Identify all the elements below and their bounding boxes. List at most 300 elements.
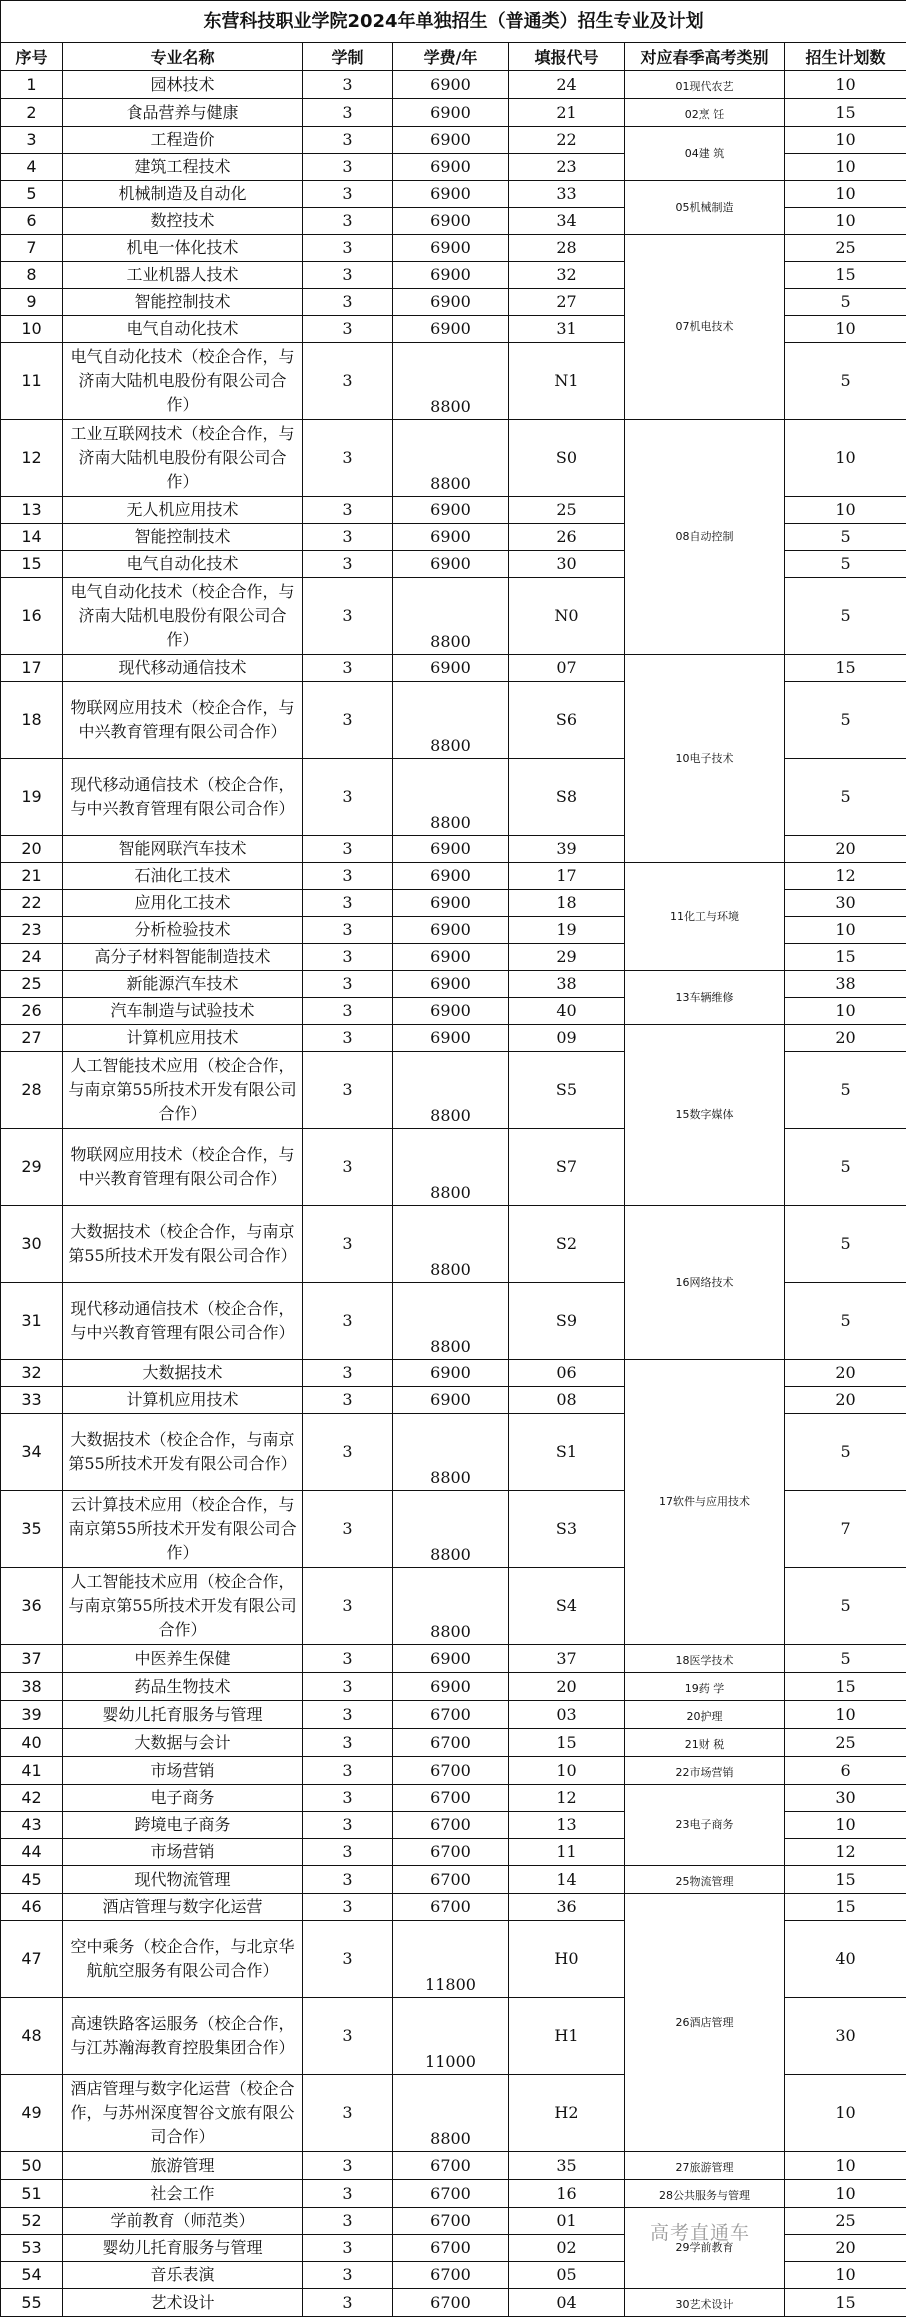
study-years: 3 (303, 2208, 393, 2235)
application-code: 07 (509, 655, 625, 682)
tuition-fee: 6700 (393, 2180, 509, 2208)
row-number: 12 (1, 420, 63, 497)
major-name: 跨境电子商务 (63, 1812, 303, 1839)
application-code: S8 (509, 759, 625, 836)
application-code: S6 (509, 682, 625, 759)
tuition-fee: 8800 (393, 1206, 509, 1283)
study-years: 3 (303, 208, 393, 235)
study-years: 3 (303, 971, 393, 998)
row-number: 37 (1, 1645, 63, 1673)
study-years: 3 (303, 1866, 393, 1894)
major-name: 汽车制造与试验技术 (63, 998, 303, 1025)
major-name: 电气自动化技术（校企合作，与济南大陆机电股份有限公司合作） (63, 578, 303, 655)
enrollment-plan: 30 (785, 1785, 906, 1812)
enrollment-plan: 15 (785, 2289, 906, 2317)
row-number: 17 (1, 655, 63, 682)
application-code: 03 (509, 1701, 625, 1729)
exam-category: 23电子商务 (625, 1785, 785, 1866)
enrollment-plan: 5 (785, 759, 906, 836)
exam-category: 13车辆维修 (625, 971, 785, 1025)
row-number: 28 (1, 1052, 63, 1129)
major-name: 机电一体化技术 (63, 235, 303, 262)
header-years: 学制 (303, 43, 393, 71)
enrollment-plan: 5 (785, 343, 906, 420)
enrollment-plan: 25 (785, 235, 906, 262)
exam-category: 04建 筑 (625, 127, 785, 181)
tuition-fee: 6900 (393, 1387, 509, 1414)
row-number: 38 (1, 1673, 63, 1701)
row-number: 29 (1, 1129, 63, 1206)
enrollment-plan: 25 (785, 1729, 906, 1757)
row-number: 30 (1, 1206, 63, 1283)
study-years: 3 (303, 1360, 393, 1387)
table-row (1, 71, 906, 99)
study-years: 3 (303, 289, 393, 316)
enrollment-plan: 20 (785, 1387, 906, 1414)
exam-category: 07机电技术 (625, 235, 785, 420)
major-name: 电气自动化技术 (63, 316, 303, 343)
table-row (1, 1025, 906, 1052)
major-name: 社会工作 (63, 2180, 303, 2208)
enrollment-plan: 5 (785, 1645, 906, 1673)
table-title: 东营科技职业学院2024年单独招生（普通类）招生专业及计划 (1, 1, 906, 43)
tuition-fee: 6900 (393, 551, 509, 578)
application-code: 38 (509, 971, 625, 998)
application-code: 20 (509, 1673, 625, 1701)
application-code: 01 (509, 2208, 625, 2235)
table-row (1, 971, 906, 998)
study-years: 3 (303, 2262, 393, 2289)
header-code: 填报代号 (509, 43, 625, 71)
exam-category: 18医学技术 (625, 1645, 785, 1673)
row-number: 26 (1, 998, 63, 1025)
study-years: 3 (303, 343, 393, 420)
table-row (1, 863, 906, 890)
application-code: H1 (509, 1998, 625, 2075)
table-row (1, 99, 906, 127)
application-code: H2 (509, 2075, 625, 2152)
exam-category: 08自动控制 (625, 420, 785, 655)
application-code: 11 (509, 1839, 625, 1866)
tuition-fee: 6900 (393, 1673, 509, 1701)
enrollment-plan: 10 (785, 1701, 906, 1729)
tuition-fee: 8800 (393, 2075, 509, 2152)
tuition-fee: 6900 (393, 181, 509, 208)
tuition-fee: 8800 (393, 1491, 509, 1568)
row-number: 35 (1, 1491, 63, 1568)
study-years: 3 (303, 1998, 393, 2075)
major-name: 食品营养与健康 (63, 99, 303, 127)
major-name: 大数据与会计 (63, 1729, 303, 1757)
application-code: 23 (509, 154, 625, 181)
enrollment-plan: 10 (785, 181, 906, 208)
row-number: 54 (1, 2262, 63, 2289)
application-code: 02 (509, 2235, 625, 2262)
row-number: 39 (1, 1701, 63, 1729)
application-code: 30 (509, 551, 625, 578)
major-name: 新能源汽车技术 (63, 971, 303, 998)
study-years: 3 (303, 99, 393, 127)
application-code: 39 (509, 836, 625, 863)
major-name: 石油化工技术 (63, 863, 303, 890)
major-name: 电子商务 (63, 1785, 303, 1812)
major-name: 云计算技术应用（校企合作，与南京第55所技术开发有限公司合作） (63, 1491, 303, 1568)
enrollment-plan: 10 (785, 420, 906, 497)
application-code: 22 (509, 127, 625, 154)
tuition-fee: 6700 (393, 2152, 509, 2180)
tuition-fee: 6900 (393, 863, 509, 890)
enrollment-plan: 15 (785, 655, 906, 682)
major-name: 音乐表演 (63, 2262, 303, 2289)
row-number: 25 (1, 971, 63, 998)
study-years: 3 (303, 181, 393, 208)
application-code: S4 (509, 1568, 625, 1645)
major-name: 工业机器人技术 (63, 262, 303, 289)
header-major-name: 专业名称 (63, 43, 303, 71)
enrollment-plan: 20 (785, 1360, 906, 1387)
table-row (1, 1673, 906, 1701)
tuition-fee: 6900 (393, 262, 509, 289)
major-name: 学前教育（师范类） (63, 2208, 303, 2235)
major-name: 现代移动通信技术（校企合作，与中兴教育管理有限公司合作） (63, 759, 303, 836)
major-name: 工程造价 (63, 127, 303, 154)
study-years: 3 (303, 1129, 393, 1206)
row-number: 34 (1, 1414, 63, 1491)
row-number: 13 (1, 497, 63, 524)
enrollment-plan: 5 (785, 551, 906, 578)
table-row (1, 2180, 906, 2208)
application-code: H0 (509, 1921, 625, 1998)
enrollment-plan: 5 (785, 289, 906, 316)
table-row (1, 1206, 906, 1283)
table-row (1, 1866, 906, 1894)
application-code: 27 (509, 289, 625, 316)
row-number: 51 (1, 2180, 63, 2208)
application-code: 17 (509, 863, 625, 890)
tuition-fee: 6900 (393, 971, 509, 998)
tuition-fee: 6900 (393, 497, 509, 524)
application-code: S0 (509, 420, 625, 497)
enrollment-plan: 10 (785, 2075, 906, 2152)
table-row (1, 127, 906, 154)
row-number: 33 (1, 1387, 63, 1414)
study-years: 3 (303, 2289, 393, 2317)
tuition-fee: 8800 (393, 682, 509, 759)
enrollment-plan: 20 (785, 836, 906, 863)
exam-category: 26酒店管理 (625, 1894, 785, 2152)
row-number: 20 (1, 836, 63, 863)
application-code: 15 (509, 1729, 625, 1757)
application-code: 16 (509, 2180, 625, 2208)
row-number: 1 (1, 71, 63, 99)
tuition-fee: 6900 (393, 316, 509, 343)
study-years: 3 (303, 154, 393, 181)
tuition-fee: 6900 (393, 998, 509, 1025)
exam-category: 27旅游管理 (625, 2152, 785, 2180)
study-years: 3 (303, 578, 393, 655)
row-number: 42 (1, 1785, 63, 1812)
major-name: 大数据技术（校企合作，与南京第55所技术开发有限公司合作） (63, 1414, 303, 1491)
application-code: 05 (509, 2262, 625, 2289)
enrollment-plan: 10 (785, 316, 906, 343)
row-number: 22 (1, 890, 63, 917)
application-code: 36 (509, 1894, 625, 1921)
table-row (1, 1360, 906, 1387)
application-code: 33 (509, 181, 625, 208)
application-code: 40 (509, 998, 625, 1025)
study-years: 3 (303, 1921, 393, 1998)
enrollment-plan: 12 (785, 863, 906, 890)
table-body (1, 71, 906, 2317)
study-years: 3 (303, 71, 393, 99)
study-years: 3 (303, 1729, 393, 1757)
study-years: 3 (303, 998, 393, 1025)
exam-category: 16网络技术 (625, 1206, 785, 1360)
table-row (1, 1894, 906, 1921)
application-code: S5 (509, 1052, 625, 1129)
study-years: 3 (303, 420, 393, 497)
study-years: 3 (303, 682, 393, 759)
tuition-fee: 8800 (393, 578, 509, 655)
tuition-fee: 8800 (393, 1414, 509, 1491)
study-years: 3 (303, 551, 393, 578)
major-name: 电气自动化技术 (63, 551, 303, 578)
row-number: 6 (1, 208, 63, 235)
table-row (1, 181, 906, 208)
study-years: 3 (303, 1839, 393, 1866)
enrollment-plan: 10 (785, 71, 906, 99)
row-number: 16 (1, 578, 63, 655)
tuition-fee: 11800 (393, 1921, 509, 1998)
tuition-fee: 6900 (393, 524, 509, 551)
tuition-fee: 6900 (393, 71, 509, 99)
major-name: 电气自动化技术（校企合作，与济南大陆机电股份有限公司合作） (63, 343, 303, 420)
tuition-fee: 6900 (393, 127, 509, 154)
study-years: 3 (303, 1387, 393, 1414)
exam-category: 20护理 (625, 1701, 785, 1729)
tuition-fee: 11000 (393, 1998, 509, 2075)
tuition-fee: 6900 (393, 836, 509, 863)
enrollment-plan: 10 (785, 497, 906, 524)
study-years: 3 (303, 1568, 393, 1645)
study-years: 3 (303, 759, 393, 836)
major-name: 无人机应用技术 (63, 497, 303, 524)
enrollment-plan: 5 (785, 524, 906, 551)
major-name: 机械制造及自动化 (63, 181, 303, 208)
study-years: 3 (303, 944, 393, 971)
row-number: 49 (1, 2075, 63, 2152)
tuition-fee: 6700 (393, 1839, 509, 1866)
application-code: 09 (509, 1025, 625, 1052)
row-number: 27 (1, 1025, 63, 1052)
major-name: 物联网应用技术（校企合作，与中兴教育管理有限公司合作） (63, 682, 303, 759)
table-row (1, 2208, 906, 2235)
major-name: 药品生物技术 (63, 1673, 303, 1701)
row-number: 48 (1, 1998, 63, 2075)
row-number: 52 (1, 2208, 63, 2235)
application-code: S9 (509, 1283, 625, 1360)
study-years: 3 (303, 890, 393, 917)
major-name: 中医养生保健 (63, 1645, 303, 1673)
enrollment-plan: 25 (785, 2208, 906, 2235)
enrollment-plan: 5 (785, 1568, 906, 1645)
tuition-fee: 6700 (393, 1757, 509, 1785)
application-code: 32 (509, 262, 625, 289)
exam-category: 25物流管理 (625, 1866, 785, 1894)
application-code: 18 (509, 890, 625, 917)
row-number: 43 (1, 1812, 63, 1839)
enrollment-plan: 10 (785, 1812, 906, 1839)
enrollment-plan: 10 (785, 208, 906, 235)
row-number: 2 (1, 99, 63, 127)
application-code: 19 (509, 917, 625, 944)
row-number: 47 (1, 1921, 63, 1998)
tuition-fee: 6900 (393, 1025, 509, 1052)
major-name: 市场营销 (63, 1839, 303, 1866)
major-name: 婴幼儿托育服务与管理 (63, 2235, 303, 2262)
row-number: 23 (1, 917, 63, 944)
table-row (1, 1729, 906, 1757)
major-name: 分析检验技术 (63, 917, 303, 944)
exam-category: 28公共服务与管理 (625, 2180, 785, 2208)
row-number: 24 (1, 944, 63, 971)
study-years: 3 (303, 655, 393, 682)
enrollment-plan: 15 (785, 1894, 906, 1921)
row-number: 40 (1, 1729, 63, 1757)
study-years: 3 (303, 1414, 393, 1491)
table-row (1, 1645, 906, 1673)
enrollment-plan: 20 (785, 2235, 906, 2262)
tuition-fee: 6700 (393, 1866, 509, 1894)
row-number: 50 (1, 2152, 63, 2180)
tuition-fee: 6700 (393, 2208, 509, 2235)
study-years: 3 (303, 524, 393, 551)
enrollment-plan: 10 (785, 2180, 906, 2208)
row-number: 21 (1, 863, 63, 890)
enrollment-plan: 30 (785, 1998, 906, 2075)
major-name: 计算机应用技术 (63, 1025, 303, 1052)
exam-category: 19药 学 (625, 1673, 785, 1701)
enrollment-plan: 20 (785, 1025, 906, 1052)
study-years: 3 (303, 917, 393, 944)
table-row (1, 1785, 906, 1812)
tuition-fee: 6700 (393, 2289, 509, 2317)
tuition-fee: 6900 (393, 289, 509, 316)
row-number: 10 (1, 316, 63, 343)
exam-category: 02烹 饪 (625, 99, 785, 127)
major-name: 高速铁路客运服务（校企合作，与江苏瀚海教育控股集团合作） (63, 1998, 303, 2075)
enrollment-plan: 6 (785, 1757, 906, 1785)
study-years: 3 (303, 863, 393, 890)
study-years: 3 (303, 262, 393, 289)
table-row (1, 655, 906, 682)
row-number: 15 (1, 551, 63, 578)
enrollment-plan: 40 (785, 1921, 906, 1998)
enrollment-plan: 5 (785, 1283, 906, 1360)
row-number: 45 (1, 1866, 63, 1894)
study-years: 3 (303, 1673, 393, 1701)
study-years: 3 (303, 1206, 393, 1283)
study-years: 3 (303, 1894, 393, 1921)
study-years: 3 (303, 836, 393, 863)
row-number: 41 (1, 1757, 63, 1785)
application-code: 35 (509, 2152, 625, 2180)
application-code: 06 (509, 1360, 625, 1387)
major-name: 酒店管理与数字化运营（校企合作，与苏州深度智谷文旅有限公司合作） (63, 2075, 303, 2152)
major-name: 现代物流管理 (63, 1866, 303, 1894)
tuition-fee: 6700 (393, 2235, 509, 2262)
study-years: 3 (303, 316, 393, 343)
tuition-fee: 6900 (393, 1645, 509, 1673)
tuition-fee: 6700 (393, 2262, 509, 2289)
study-years: 3 (303, 1283, 393, 1360)
enrollment-plan: 15 (785, 944, 906, 971)
study-years: 3 (303, 1757, 393, 1785)
study-years: 3 (303, 1645, 393, 1673)
row-number: 32 (1, 1360, 63, 1387)
major-name: 数控技术 (63, 208, 303, 235)
major-name: 智能网联汽车技术 (63, 836, 303, 863)
major-name: 人工智能技术应用（校企合作，与南京第55所技术开发有限公司合作） (63, 1568, 303, 1645)
tuition-fee: 8800 (393, 759, 509, 836)
header-plan: 招生计划数 (785, 43, 906, 71)
row-number: 8 (1, 262, 63, 289)
enrollment-plan: 5 (785, 578, 906, 655)
tuition-fee: 6900 (393, 1360, 509, 1387)
enrollment-plan: 10 (785, 127, 906, 154)
tuition-fee: 8800 (393, 1568, 509, 1645)
major-name: 工业互联网技术（校企合作，与济南大陆机电股份有限公司合作） (63, 420, 303, 497)
enrollment-plan: 30 (785, 890, 906, 917)
application-code: 31 (509, 316, 625, 343)
row-number: 53 (1, 2235, 63, 2262)
application-code: 37 (509, 1645, 625, 1673)
study-years: 3 (303, 2235, 393, 2262)
study-years: 3 (303, 1025, 393, 1052)
tuition-fee: 6900 (393, 208, 509, 235)
major-name: 婴幼儿托育服务与管理 (63, 1701, 303, 1729)
major-name: 建筑工程技术 (63, 154, 303, 181)
major-name: 现代移动通信技术 (63, 655, 303, 682)
tuition-fee: 6900 (393, 235, 509, 262)
study-years: 3 (303, 235, 393, 262)
exam-category: 21财 税 (625, 1729, 785, 1757)
row-number: 5 (1, 181, 63, 208)
row-number: 14 (1, 524, 63, 551)
application-code: 29 (509, 944, 625, 971)
enrollment-plan: 5 (785, 682, 906, 759)
application-code: S7 (509, 1129, 625, 1206)
application-code: 04 (509, 2289, 625, 2317)
tuition-fee: 6900 (393, 655, 509, 682)
major-name: 市场营销 (63, 1757, 303, 1785)
study-years: 3 (303, 2075, 393, 2152)
exam-category: 30艺术设计 (625, 2289, 785, 2317)
watermark: 高考直通车 (650, 2222, 750, 2244)
major-name: 计算机应用技术 (63, 1387, 303, 1414)
application-code: 08 (509, 1387, 625, 1414)
study-years: 3 (303, 1812, 393, 1839)
major-name: 旅游管理 (63, 2152, 303, 2180)
tuition-fee: 6900 (393, 99, 509, 127)
enrollment-plan: 5 (785, 1129, 906, 1206)
application-code: N0 (509, 578, 625, 655)
tuition-fee: 6700 (393, 1812, 509, 1839)
row-number: 19 (1, 759, 63, 836)
table-row (1, 235, 906, 262)
row-number: 18 (1, 682, 63, 759)
study-years: 3 (303, 2180, 393, 2208)
